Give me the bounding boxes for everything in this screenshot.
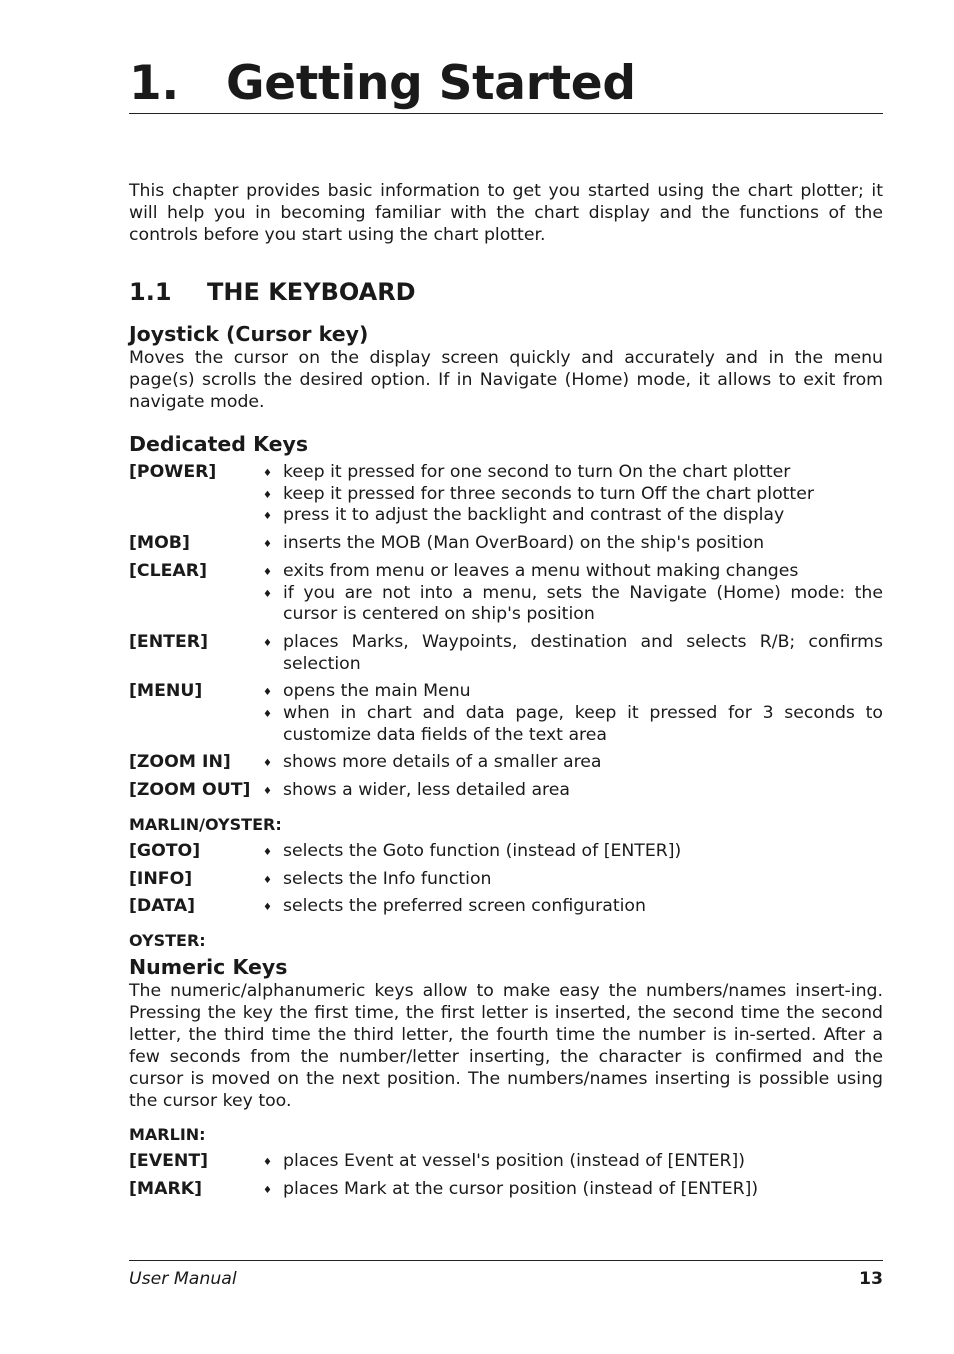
oyster-label: OYSTER: bbox=[129, 930, 206, 950]
key-row bbox=[129, 462, 883, 527]
key-description-item: ♦ selects the Goto function (instead of [ENTER]) bbox=[263, 841, 883, 863]
footer-divider bbox=[129, 1260, 883, 1261]
key-description-item: ♦ shows a wider, less detailed area bbox=[263, 780, 883, 802]
key-description-item: ♦ shows more details of a smaller area bbox=[263, 752, 883, 774]
key-description-list bbox=[263, 462, 883, 527]
key-name: [ZOOM IN] bbox=[129, 752, 231, 773]
key-description-item: ♦ if you are not into a menu, sets the Navigate (Home) mode: the cursor is centered on ship's position bbox=[263, 583, 883, 626]
key-row bbox=[129, 681, 883, 746]
key-description-item: ♦ places Event at vessel's position (instead of [ENTER]) bbox=[263, 1151, 883, 1173]
key-row bbox=[129, 632, 883, 675]
key-description-item: ♦ selects the preferred screen configuration bbox=[263, 896, 883, 918]
section-heading bbox=[129, 277, 883, 309]
key-row bbox=[129, 752, 883, 774]
key-description-list bbox=[263, 869, 883, 891]
key-row bbox=[129, 841, 883, 863]
key-name: [EVENT] bbox=[129, 1150, 209, 1171]
key-description-list bbox=[263, 681, 883, 746]
key-description-item: ♦ places Marks, Waypoints, destination and selects R/B; confirms selection bbox=[263, 632, 883, 675]
page-number: 13 bbox=[858, 1269, 883, 1289]
key-description-list bbox=[263, 533, 883, 555]
key-description-list bbox=[263, 896, 883, 918]
marlin-oyster-label: MARLIN/OYSTER: bbox=[129, 814, 282, 834]
key-row bbox=[129, 533, 883, 555]
key-description-item: ♦ places Mark at the cursor position (instead of [ENTER]) bbox=[263, 1179, 883, 1201]
key-name: [MENU] bbox=[129, 681, 203, 702]
key-row bbox=[129, 1151, 883, 1173]
joystick-paragraph: Moves the cursor on the display screen quickly and accurately and in the menu page(s) scrolls the desired option. If in Navigate (Home) mode, it allows to exit from navigate mode. bbox=[129, 348, 883, 412]
key-row bbox=[129, 1179, 883, 1201]
key-description-item: ♦ when in chart and data page, keep it pressed for 3 seconds to customize data fields of the text area bbox=[263, 703, 883, 746]
chapter-title-text: Getting Started bbox=[226, 56, 636, 111]
key-description-item: ♦ exits from menu or leaves a menu without making changes bbox=[263, 561, 883, 583]
key-row bbox=[129, 896, 883, 918]
key-description-list bbox=[263, 561, 883, 626]
key-row bbox=[129, 869, 883, 891]
key-description-list bbox=[263, 780, 883, 802]
marlin-oyster-keys-list bbox=[129, 841, 883, 918]
numeric-keys-heading: Numeric Keys bbox=[129, 954, 288, 979]
key-description-list bbox=[263, 632, 883, 675]
key-name: [GOTO] bbox=[129, 840, 201, 861]
key-row bbox=[129, 780, 883, 802]
marlin-label: MARLIN: bbox=[129, 1124, 206, 1144]
key-name: [POWER] bbox=[129, 462, 217, 482]
key-name: [ENTER] bbox=[129, 631, 208, 652]
key-description-item: ♦ keep it pressed for one second to turn On the chart plotter bbox=[263, 462, 883, 484]
key-description-list bbox=[263, 752, 883, 774]
key-description-item: ♦ inserts the MOB (Man OverBoard) on the ship's position bbox=[263, 533, 883, 555]
key-description-item: ♦ press it to adjust the backlight and contrast of the display bbox=[263, 505, 883, 527]
key-description-list bbox=[263, 841, 883, 863]
section-title: THE KEYBOARD bbox=[207, 278, 416, 306]
chapter-title bbox=[129, 56, 883, 114]
key-description-item: ♦ keep it pressed for three seconds to turn Off the chart plotter bbox=[263, 484, 883, 506]
key-name: [MOB] bbox=[129, 533, 190, 554]
section-number: 1.1 bbox=[129, 278, 172, 306]
footer-title: User Manual bbox=[129, 1269, 237, 1289]
page-content bbox=[129, 180, 883, 1200]
key-name: [CLEAR] bbox=[129, 560, 207, 581]
numeric-keys-paragraph: The numeric/alphanumeric keys allow to make easy the numbers/names insert-ing. Pressing the key the first time, the first letter is inserted, the second time the second letter, the third time the third letter, the fourth time the number is in-serted. After a few seconds from the number/letter inserting, the character is confirmed and the cursor is moved on the next position. The numbers/names inserting is possible using the cursor key too. bbox=[129, 980, 883, 1111]
key-description-list bbox=[263, 1179, 883, 1201]
dedicated-keys-list bbox=[129, 462, 883, 802]
key-description-item: ♦ opens the main Menu bbox=[263, 681, 883, 703]
key-name: [INFO] bbox=[129, 868, 193, 889]
key-description-list bbox=[263, 1151, 883, 1173]
joystick-heading: Joystick (Cursor key) bbox=[129, 322, 369, 346]
key-row bbox=[129, 561, 883, 626]
key-name: [ZOOM OUT] bbox=[129, 780, 251, 801]
intro-paragraph: This chapter provides basic information to get you started using the chart plotter; it will help you in becoming familiar with the chart display and the functions of the controls before you start using the chart plotter. bbox=[129, 181, 883, 245]
chapter-number: 1. bbox=[129, 56, 179, 111]
key-name: [MARK] bbox=[129, 1178, 203, 1199]
key-name: [DATA] bbox=[129, 896, 195, 917]
marlin-keys-list bbox=[129, 1151, 883, 1200]
dedicated-keys-heading: Dedicated Keys bbox=[129, 432, 309, 456]
key-description-item: ♦ selects the Info function bbox=[263, 869, 883, 891]
